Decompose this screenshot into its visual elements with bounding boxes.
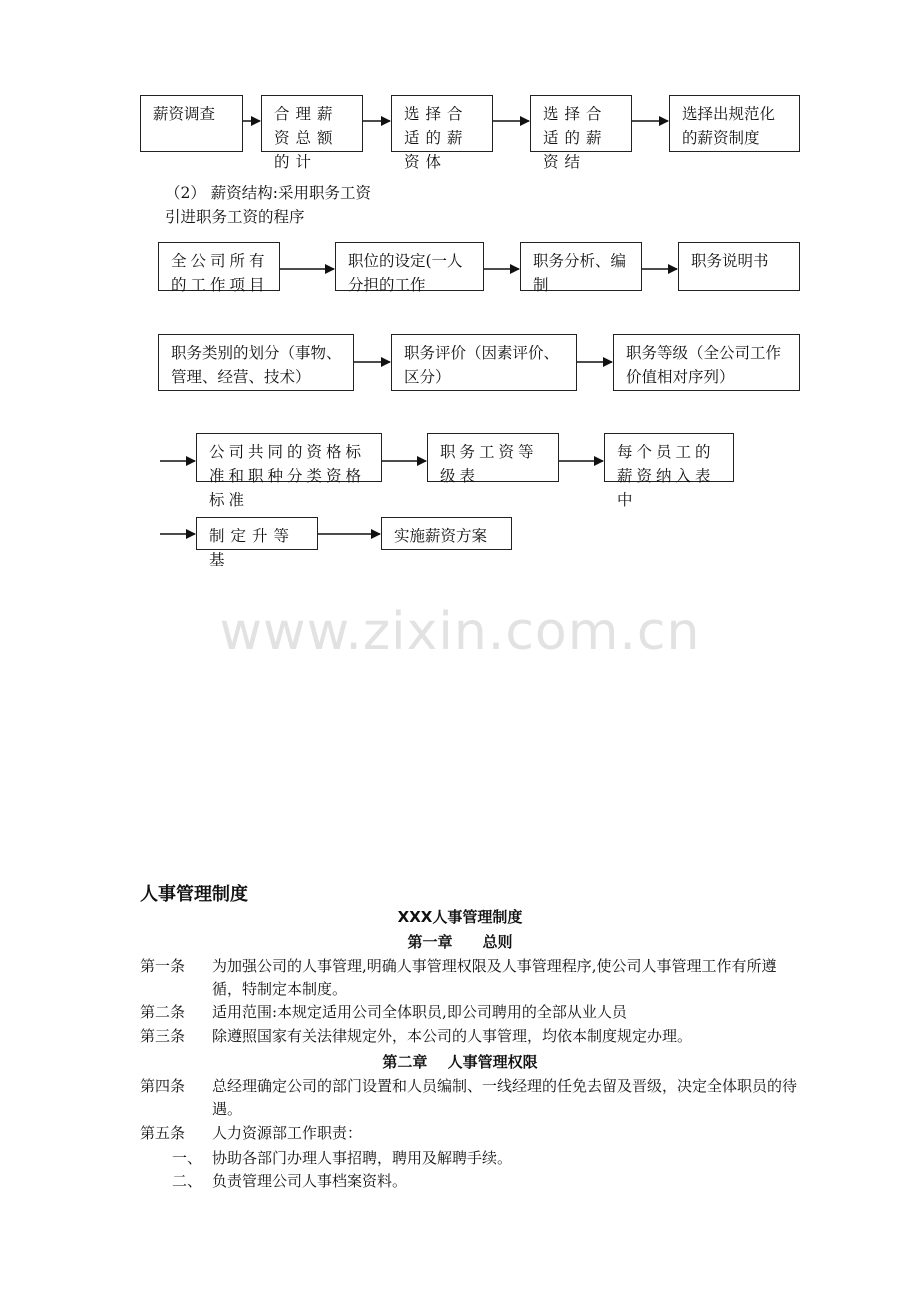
section2-heading: （2） 薪资结构:采用职务工资 — [165, 184, 372, 202]
flow1-box-standard-system: 选择出规范化的薪资制度 — [669, 95, 800, 152]
flow4-box-qualification-standard: 公司共同的资格标准和职种分类资格标准 — [196, 433, 382, 482]
list-item-2 — [172, 1170, 407, 1193]
article-4-text: 总经理确定公司的部门设置和人员编制、一线经理的任免去留及晋级，决定全体职员的待遇。 — [212, 1077, 798, 1118]
flow1-box-salary-structure: 选择合适的薪资结 — [530, 95, 632, 152]
flow3-box-job-category: 职务类别的划分（事物、管理、经营、技术） — [158, 334, 354, 391]
flow5-box-implement-plan: 实施薪资方案 — [381, 517, 512, 550]
section-title: 人事管理制度 — [140, 884, 248, 905]
flow4-box-salary-grade-table: 职务工资等级表 — [427, 433, 559, 482]
article-5-text: 人力资源部工作职责： — [212, 1124, 363, 1142]
list-item-2-text: 负责管理公司人事档案资料。 — [212, 1172, 408, 1190]
list-item-1-number: 一、 — [172, 1149, 203, 1167]
flow1-box-salary-survey: 薪资调查 — [140, 95, 243, 152]
article-3-text: 除遵照国家有关法律规定外，本公司的人事管理，均依本制度规定办理。 — [212, 1027, 693, 1045]
article-2-number: 第二条 — [140, 1003, 186, 1021]
flow2-box-all-work-items: 全公司所有的工作项目 — [158, 242, 280, 291]
list-item-1-text: 协助各部门办理人事招聘，聘用及解聘手续。 — [212, 1149, 513, 1167]
flow4-box-employee-salary: 每个员工的薪资纳入表中 — [604, 433, 734, 482]
chapter2-title: 第二章 人事管理权限 — [382, 1053, 538, 1071]
flow3-box-job-grade: 职务等级（全公司工作价值相对序列） — [613, 334, 800, 391]
article-2 — [140, 1001, 800, 1024]
article-4-number: 第四条 — [140, 1077, 186, 1095]
article-3-number: 第三条 — [140, 1027, 186, 1045]
article-2-text: 适用范围:本规定适用公司全体职员,即公司聘用的全部从业人员 — [212, 1003, 627, 1021]
flow2-box-job-description: 职务说明书 — [678, 242, 800, 291]
main-title: XXX人事管理制度 — [397, 908, 523, 926]
flow1-box-total-salary: 合理薪资总额的计 — [261, 95, 363, 152]
flow2-box-position-setting: 职位的设定(一人分担的工作 — [335, 242, 484, 291]
chapter1-title: 第一章 总则 — [407, 933, 513, 951]
flow5-box-promotion-basis: 制定升等基 — [196, 517, 318, 550]
article-3 — [140, 1025, 800, 1048]
article-1 — [140, 955, 800, 1001]
flow3-box-job-evaluation: 职务评价（因素评价、区分） — [391, 334, 577, 391]
article-1-text: 为加强公司的人事管理,明确人事管理权限及人事管理程序,使公司人事管理工作有所遵循，特制定本制度。 — [212, 957, 777, 998]
flow2-box-job-analysis: 职务分析、编制 — [520, 242, 642, 291]
flow1-box-salary-system: 选择合适的薪资体 — [391, 95, 493, 152]
article-4 — [140, 1075, 800, 1121]
flowchart-arrows — [0, 0, 920, 600]
list-item-2-number: 二、 — [172, 1172, 203, 1190]
list-item-1 — [172, 1147, 512, 1170]
watermark: www.zixin.com.cn — [219, 602, 701, 662]
article-5-number: 第五条 — [140, 1124, 186, 1142]
article-1-number: 第一条 — [140, 957, 186, 975]
article-5 — [140, 1122, 800, 1145]
section2-subheading: 引进职务工资的程序 — [165, 208, 305, 226]
